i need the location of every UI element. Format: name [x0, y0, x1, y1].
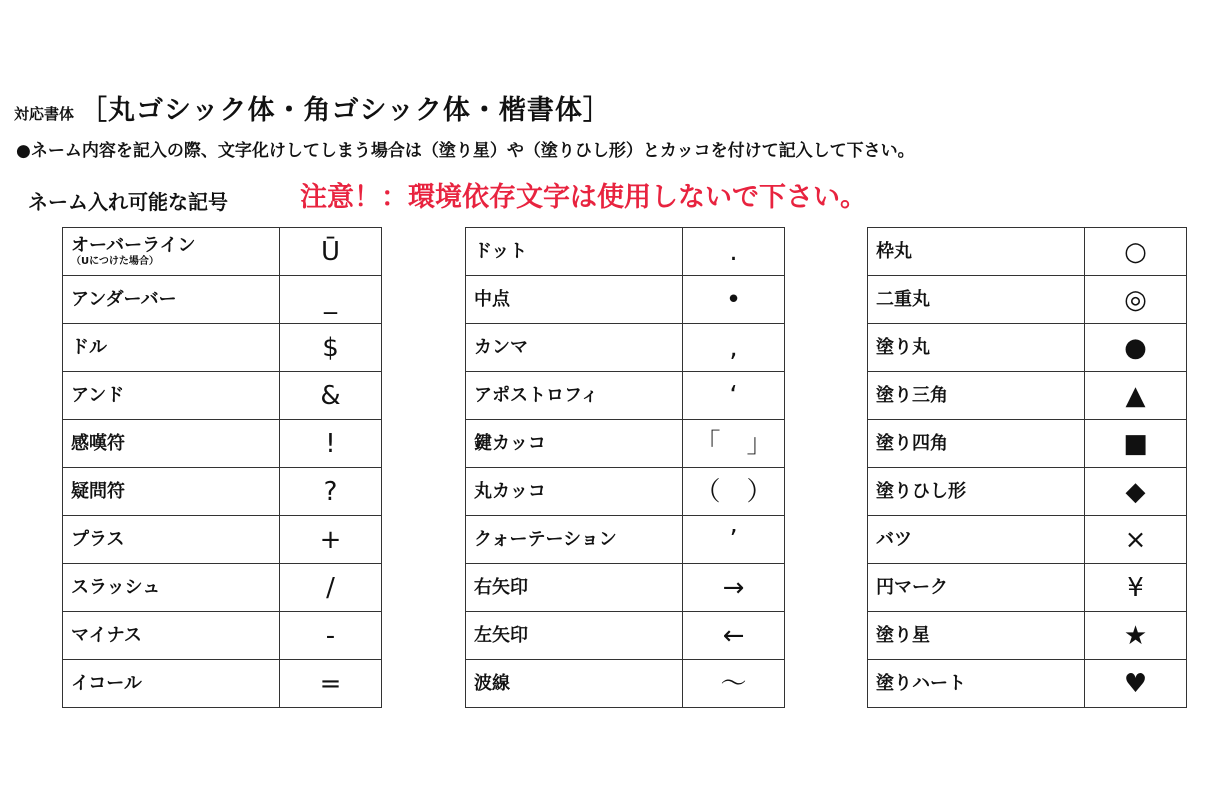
symbol-glyph-cell [280, 468, 382, 516]
symbol-name: ドット [474, 240, 528, 262]
symbol-name: 中点 [474, 288, 510, 310]
symbol-name-cell [466, 468, 683, 516]
symbol-row [868, 660, 1187, 708]
symbol-glyph-cell [683, 324, 785, 372]
symbol-glyph: ♥ [1123, 668, 1148, 699]
symbol-name-cell [63, 468, 280, 516]
symbol-glyph: ‘ [729, 380, 738, 411]
symbol-glyph-cell [280, 276, 382, 324]
symbol-name: 塗り三角 [876, 384, 948, 406]
symbol-name-note: （Uにつけた場合） [71, 255, 159, 267]
input-note: ●ネーム内容を記入の際、文字化けしてしまう場合は（塗り星）や（塗りひし形）とカッコを付けて記入して下さい。 [16, 141, 915, 161]
symbol-name: クォーテーション [474, 528, 617, 550]
symbol-glyph: , [729, 332, 738, 363]
symbol-glyph: = [319, 668, 342, 699]
symbol-glyph-cell [1085, 660, 1187, 708]
section-title: ネーム入れ可能な記号 [28, 190, 228, 214]
symbol-name: 円マーク [876, 576, 948, 598]
symbol-glyph-cell [1085, 324, 1187, 372]
symbol-name-cell [63, 660, 280, 708]
symbol-glyph: ◆ [1125, 476, 1146, 507]
supported-fonts-line [14, 88, 611, 124]
symbol-name: バツ [876, 528, 912, 550]
symbol-name: 丸カッコ [474, 480, 546, 502]
symbol-name-cell [466, 372, 683, 420]
symbol-glyph-cell [1085, 276, 1187, 324]
symbol-glyph: ● [1124, 332, 1147, 363]
symbol-glyph: ■ [1123, 428, 1148, 459]
symbol-glyph: _ [324, 284, 337, 315]
symbol-name: 左矢印 [474, 624, 528, 646]
symbol-glyph-cell [1085, 420, 1187, 468]
symbol-name: イコール [71, 672, 142, 694]
symbol-row [466, 372, 785, 420]
symbol-glyph-cell [280, 660, 382, 708]
symbol-row [466, 228, 785, 276]
symbol-glyph-cell [683, 612, 785, 660]
symbol-glyph-cell [683, 372, 785, 420]
symbol-row [63, 660, 382, 708]
symbol-name: カンマ [474, 336, 528, 358]
warning-text: 注意！：環境依存文字は使用しないで下さい。 [300, 182, 867, 213]
symbol-row [868, 612, 1187, 660]
symbol-glyph: ◎ [1124, 284, 1147, 315]
symbol-name-cell [466, 276, 683, 324]
symbol-glyph-cell [280, 420, 382, 468]
symbol-glyph: ? [323, 476, 338, 507]
symbol-name: 感嘆符 [71, 432, 125, 454]
symbol-glyph: & [320, 380, 341, 411]
symbol-row [868, 564, 1187, 612]
symbol-glyph: / [326, 572, 335, 603]
symbol-glyph-cell [683, 228, 785, 276]
symbol-glyph-cell [280, 516, 382, 564]
symbol-row [466, 324, 785, 372]
symbol-row [868, 276, 1187, 324]
symbol-name: 枠丸 [876, 240, 912, 262]
supported-fonts-label: 対応書体 [14, 105, 75, 123]
symbol-name-cell [868, 420, 1085, 468]
symbol-name: 鍵カッコ [474, 432, 546, 454]
symbol-glyph: → [722, 572, 745, 603]
symbol-glyph-cell [683, 276, 785, 324]
symbol-glyph-cell [280, 612, 382, 660]
symbol-glyph-cell [280, 372, 382, 420]
symbol-row [466, 420, 785, 468]
symbol-name-cell [868, 564, 1085, 612]
symbol-name-cell [466, 228, 683, 276]
symbol-row [868, 228, 1187, 276]
symbol-name-cell [63, 420, 280, 468]
symbol-row [63, 564, 382, 612]
symbol-glyph: • [725, 284, 742, 315]
symbol-name-cell [466, 324, 683, 372]
symbol-glyph: ★ [1123, 620, 1148, 651]
symbol-row [868, 516, 1187, 564]
symbol-name: 塗りハート [876, 672, 966, 694]
symbol-name: 塗り丸 [876, 336, 930, 358]
symbol-name: 右矢印 [474, 576, 528, 598]
symbol-glyph: 「 」 [694, 428, 773, 459]
symbol-name-cell [63, 324, 280, 372]
symbol-row [63, 468, 382, 516]
symbol-name-cell [868, 660, 1085, 708]
symbol-glyph: ’ [729, 524, 738, 555]
symbol-glyph: × [1124, 524, 1147, 555]
symbol-glyph-cell [683, 516, 785, 564]
symbol-name-cell [63, 516, 280, 564]
symbol-table-2 [465, 227, 785, 708]
symbol-table-3 [867, 227, 1187, 708]
symbol-row [63, 324, 382, 372]
symbol-name-cell [868, 324, 1085, 372]
symbol-glyph-cell [683, 564, 785, 612]
symbol-name-cell [868, 372, 1085, 420]
symbol-name: 塗り四角 [876, 432, 948, 454]
symbol-glyph: $ [322, 332, 339, 363]
symbol-glyph-cell [1085, 564, 1187, 612]
symbol-name-cell [63, 564, 280, 612]
symbol-name-cell [466, 564, 683, 612]
symbol-name: アンド [71, 384, 125, 406]
symbol-name-cell [466, 660, 683, 708]
symbol-row [466, 612, 785, 660]
symbol-row [466, 468, 785, 516]
symbol-glyph: （ ） [694, 476, 773, 507]
symbol-name-cell [466, 612, 683, 660]
symbol-name-cell [63, 276, 280, 324]
symbol-row [868, 324, 1187, 372]
symbol-glyph-cell [280, 564, 382, 612]
symbol-glyph: ! [325, 428, 336, 459]
symbol-glyph-cell [683, 660, 785, 708]
symbol-name: アンダーバー [71, 288, 177, 310]
symbol-glyph: 〜 [720, 668, 747, 699]
symbol-glyph-cell [683, 468, 785, 516]
symbol-row [466, 660, 785, 708]
supported-fonts-value: ［丸ゴシック体・角ゴシック体・楷書体］ [80, 95, 611, 126]
symbol-glyph: ← [722, 620, 745, 651]
symbol-name-cell [466, 420, 683, 468]
symbol-name-cell [63, 228, 280, 276]
symbol-row [466, 276, 785, 324]
symbol-name: スラッシュ [71, 576, 161, 598]
symbol-row [63, 420, 382, 468]
symbol-row [63, 228, 382, 276]
symbol-name: 疑問符 [71, 480, 125, 502]
symbol-name-cell [466, 516, 683, 564]
symbol-name-cell [868, 276, 1085, 324]
symbol-glyph-cell [1085, 372, 1187, 420]
symbol-glyph-cell [280, 228, 382, 276]
symbol-glyph-cell [683, 420, 785, 468]
symbol-glyph: + [319, 524, 342, 555]
symbol-row [466, 516, 785, 564]
symbol-name-cell [868, 228, 1085, 276]
symbol-row [868, 468, 1187, 516]
symbol-glyph: ▲ [1125, 380, 1146, 411]
symbol-name-cell [868, 612, 1085, 660]
symbol-row [466, 564, 785, 612]
symbol-name: 塗り星 [876, 624, 930, 646]
symbol-name: 二重丸 [876, 288, 930, 310]
symbol-row [63, 516, 382, 564]
symbol-glyph: Ū [320, 236, 341, 267]
symbol-glyph-cell [1085, 612, 1187, 660]
symbol-row [868, 372, 1187, 420]
symbol-name: アポストロフィ [474, 384, 599, 406]
symbol-name-cell [868, 468, 1085, 516]
symbol-name: 波線 [474, 672, 510, 694]
symbol-row [63, 372, 382, 420]
symbol-name: オーバーライン [71, 234, 196, 256]
symbol-row [868, 420, 1187, 468]
symbol-row [63, 612, 382, 660]
symbol-name-cell [868, 516, 1085, 564]
symbol-glyph-cell [1085, 516, 1187, 564]
symbol-row [63, 276, 382, 324]
symbol-glyph: ¥ [1127, 572, 1144, 603]
symbol-name: 塗りひし形 [876, 480, 966, 502]
symbol-glyph: ○ [1124, 236, 1147, 267]
symbol-name-cell [63, 612, 280, 660]
symbol-glyph-cell [1085, 228, 1187, 276]
symbol-name: ドル [71, 336, 107, 358]
symbol-glyph-cell [1085, 468, 1187, 516]
symbol-glyph: . [729, 236, 738, 267]
symbol-name-cell [63, 372, 280, 420]
symbol-name: プラス [71, 528, 125, 550]
symbol-name: マイナス [71, 624, 142, 646]
symbol-table-1 [62, 227, 382, 708]
symbol-glyph: - [325, 620, 336, 651]
symbol-glyph-cell [280, 324, 382, 372]
